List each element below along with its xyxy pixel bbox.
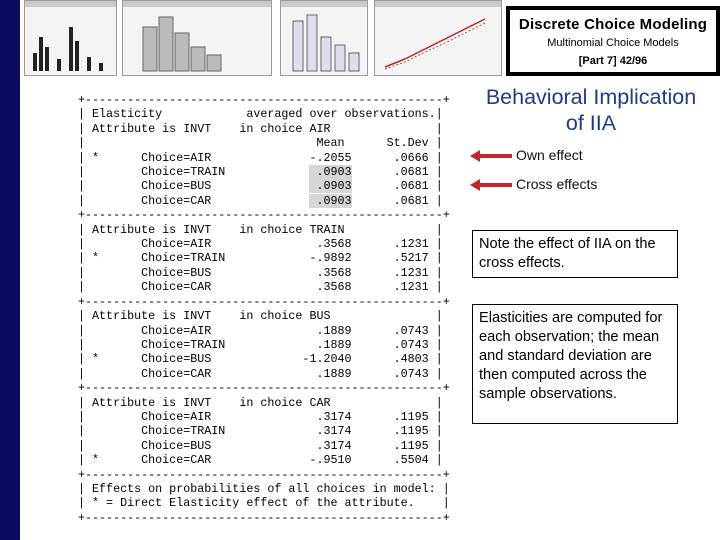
output-line: +---------------------------------------------------+ xyxy=(78,93,450,107)
bar-chart-icon xyxy=(281,7,368,76)
output-line: | Attribute is INVT in choice AIR | xyxy=(78,121,443,136)
output-line: +---------------------------------------------------+ xyxy=(78,208,450,223)
output-line: | Choice=AIR .3174 .1195 | xyxy=(78,409,443,424)
thumbnail-chart-4 xyxy=(374,0,502,76)
output-line: | Choice=TRAIN .1889 .0743 | xyxy=(78,337,443,352)
output-line: +---------------------------------------------------+ xyxy=(78,381,450,396)
left-bar-top xyxy=(0,0,20,78)
output-line: | Choice=BUS .3174 .1195 | xyxy=(78,438,443,453)
output-line: | Choice=CAR .3568 .1231 | xyxy=(78,280,443,295)
output-line: | Choice=TRAIN .3174 .1195 | xyxy=(78,424,443,439)
slide-title: Behavioral Implication of IIA xyxy=(485,85,697,135)
thumbnail-chart-2 xyxy=(122,0,272,76)
highlighted-cross-effect: .0903 xyxy=(309,179,352,194)
output-line: | * Choice=AIR -.2055 .0666 | xyxy=(78,150,443,165)
output-line: +---------------------------------------------------+ xyxy=(78,510,450,525)
output-line: | Attribute is INVT in choice BUS | xyxy=(78,309,443,324)
left-arrow-icon xyxy=(470,150,512,162)
output-line: | * Choice=BUS -1.2040 .4803 | xyxy=(78,352,443,367)
header-title: Discrete Choice Modeling xyxy=(518,16,708,33)
output-line: | Choice=BUS .3568 .1231 | xyxy=(78,265,443,280)
output-line: | Choice=CAR .0903 .0681 | xyxy=(78,193,443,208)
output-line: | Attribute is INVT in choice TRAIN | xyxy=(78,222,443,237)
thumbnail-chart-1 xyxy=(24,0,117,76)
output-line: | * Choice=TRAIN -.9892 .5217 | xyxy=(78,251,443,266)
left-arrow-icon xyxy=(470,179,512,191)
output-line: | Elasticity averaged over observations.| xyxy=(78,107,443,122)
header-box xyxy=(506,6,720,76)
output-line: | Choice=BUS .0903 .0681 | xyxy=(78,179,443,194)
iia-note-box: Note the effect of IIA on the cross effects. xyxy=(472,230,678,278)
left-accent-bar xyxy=(0,78,20,540)
line-chart-icon xyxy=(375,7,502,76)
bar-chart-icon xyxy=(25,7,117,76)
output-line: | Effects on probabilities of all choices in model: | xyxy=(78,481,450,496)
highlighted-cross-effect: .0903 xyxy=(309,193,352,208)
elasticity-output xyxy=(78,93,450,525)
highlighted-cross-effect: .0903 xyxy=(309,165,352,180)
header-part-page: [Part 7] 42/96 xyxy=(578,55,648,67)
output-line: +---------------------------------------------------+ xyxy=(78,294,450,309)
thumbnail-chart-3 xyxy=(280,0,368,76)
cross-effects-label: Cross effects xyxy=(516,176,598,192)
output-line: | Attribute is INVT in choice CAR | xyxy=(78,395,443,410)
header-subtitle: Multinomial Choice Models xyxy=(547,37,679,49)
output-line: | Choice=TRAIN .0903 .0681 | xyxy=(78,165,443,180)
output-line: +---------------------------------------------------+ xyxy=(78,467,450,482)
output-line: | Choice=AIR .1889 .0743 | xyxy=(78,323,443,338)
histogram-icon xyxy=(123,7,272,76)
output-line: | Choice=CAR .1889 .0743 | xyxy=(78,366,443,381)
output-line: | * = Direct Elasticity effect of the attribute. | xyxy=(78,496,450,511)
output-line: | * Choice=CAR -.9510 .5504 | xyxy=(78,453,443,468)
output-line: | Mean St.Dev | xyxy=(78,136,443,151)
own-effect-label: Own effect xyxy=(516,147,583,163)
elasticity-note-box: Elasticities are computed for each observation; the mean and standard deviation are then computed across the sample observations. xyxy=(472,304,678,424)
output-line: | Choice=AIR .3568 .1231 | xyxy=(78,237,443,252)
